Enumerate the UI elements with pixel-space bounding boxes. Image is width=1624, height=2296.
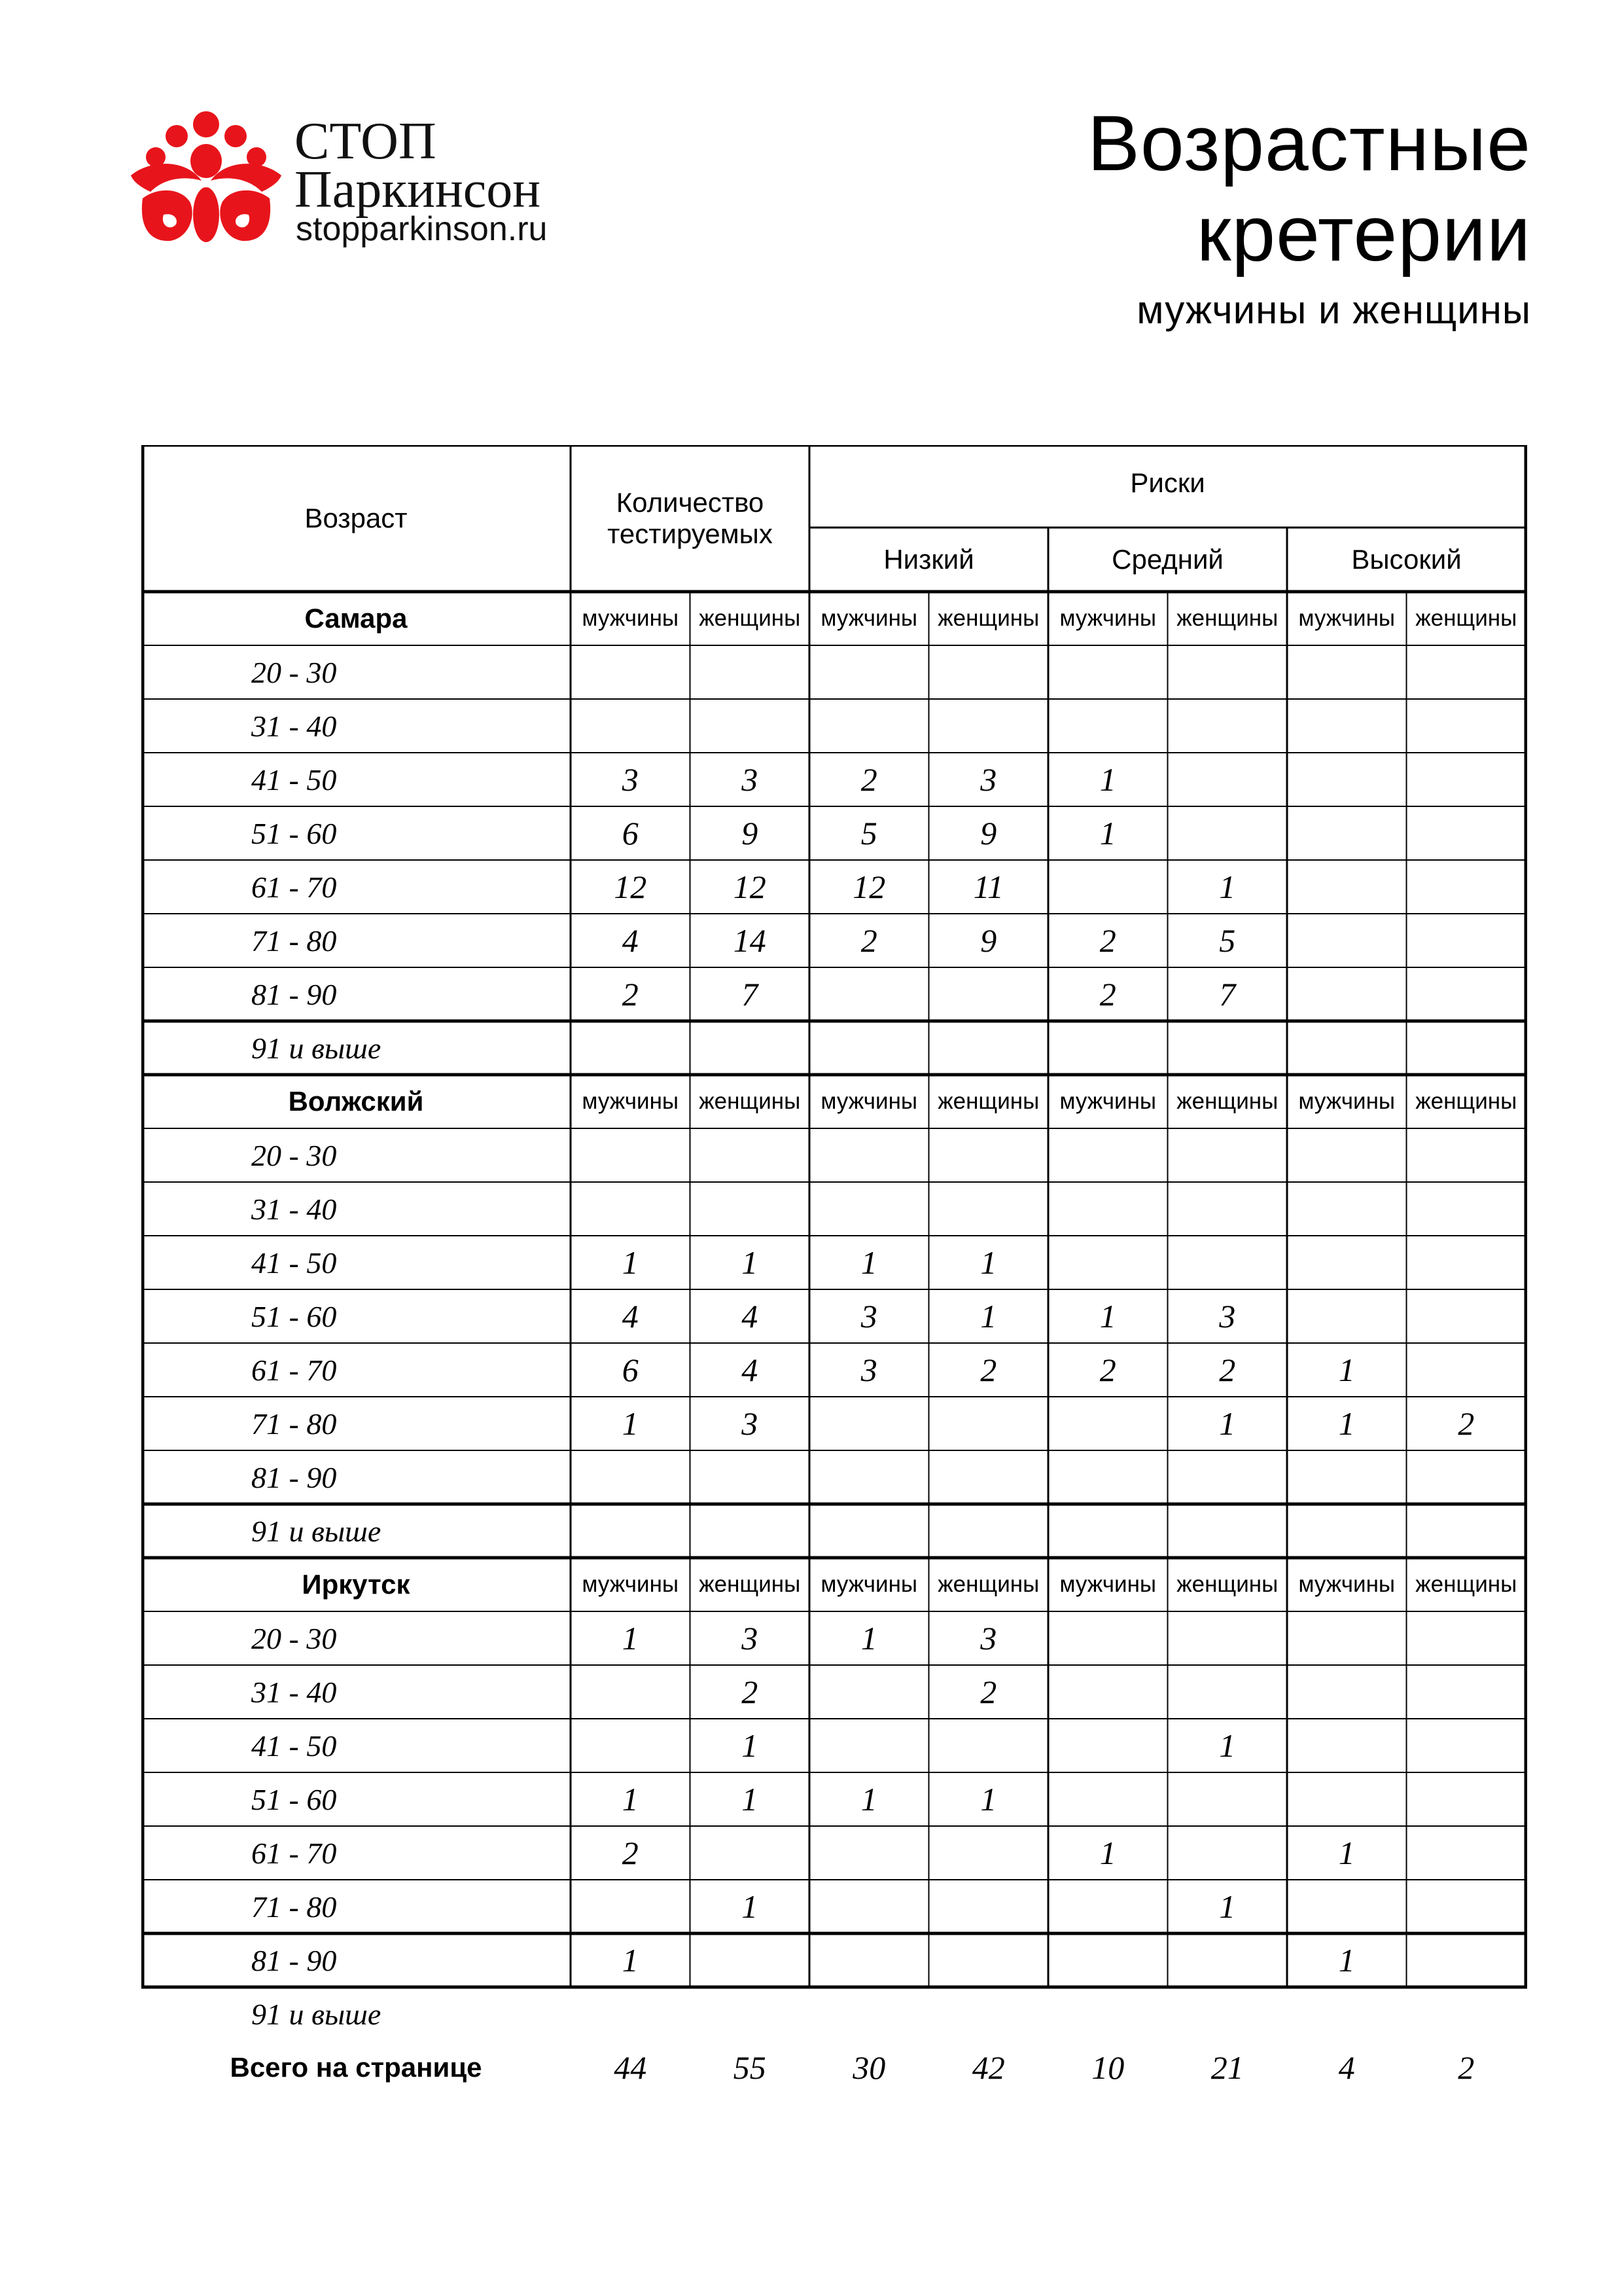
subheader-women: женщины xyxy=(938,605,1040,631)
value-cell xyxy=(1287,1289,1407,1343)
value-cell xyxy=(1407,1128,1527,1182)
total-value: 30 xyxy=(853,2049,886,2086)
value-cell xyxy=(1048,1397,1168,1450)
region-name: Самара xyxy=(304,603,408,634)
value-cell xyxy=(1407,1665,1527,1719)
value-cell: 12 xyxy=(733,869,766,905)
age-group-label: 61 - 70 xyxy=(251,1836,337,1870)
value-cell xyxy=(929,1182,1049,1236)
value-cell xyxy=(1407,967,1527,1021)
age-group-label: 31 - 40 xyxy=(251,1192,337,1226)
value-cell: 2 xyxy=(1458,1405,1475,1442)
value-cell: 2 xyxy=(1099,1352,1116,1388)
age-group-label: 71 - 80 xyxy=(251,1890,337,1924)
value-cell: 2 xyxy=(860,761,877,798)
value-cell xyxy=(1168,1236,1288,1289)
value-cell xyxy=(690,1987,810,2041)
value-cell: 4 xyxy=(622,1298,639,1335)
value-cell: 3 xyxy=(980,1620,997,1657)
value-cell: 2 xyxy=(741,1674,758,1710)
value-cell xyxy=(1048,1987,1168,2041)
value-cell xyxy=(1287,1719,1407,1772)
value-cell xyxy=(809,1987,929,2041)
value-cell xyxy=(929,1450,1049,1504)
value-cell xyxy=(1407,1987,1527,2041)
value-cell xyxy=(1407,1236,1527,1289)
value-cell xyxy=(809,1719,929,1772)
value-cell xyxy=(690,1128,810,1182)
value-cell xyxy=(1407,1504,1527,1558)
value-cell xyxy=(1287,1504,1407,1558)
value-cell xyxy=(1287,1450,1407,1504)
age-group-label: 41 - 50 xyxy=(251,1729,337,1763)
value-cell: 3 xyxy=(860,1298,877,1335)
age-group-label: 61 - 70 xyxy=(251,870,337,904)
value-cell: 1 xyxy=(1099,1298,1116,1335)
value-cell xyxy=(1407,860,1527,914)
value-cell xyxy=(690,645,810,699)
value-cell xyxy=(1287,1611,1407,1665)
value-cell: 1 xyxy=(980,1781,997,1818)
subheader-women: женщины xyxy=(1415,1088,1517,1114)
value-cell xyxy=(929,1021,1049,1075)
value-cell xyxy=(1287,1880,1407,1933)
age-group-label: 51 - 60 xyxy=(251,1782,337,1816)
value-cell xyxy=(571,699,690,753)
value-cell xyxy=(1048,1719,1168,1772)
value-cell xyxy=(690,1450,810,1504)
logo xyxy=(124,110,569,251)
value-cell xyxy=(1048,1665,1168,1719)
subheader-women: женщины xyxy=(699,1088,801,1114)
value-cell xyxy=(809,1450,929,1504)
value-cell xyxy=(1407,1182,1527,1236)
value-cell xyxy=(929,645,1049,699)
subheader-men: мужчины xyxy=(821,1088,918,1114)
value-cell xyxy=(690,1182,810,1236)
value-cell xyxy=(1168,1182,1288,1236)
age-group-label: 20 - 30 xyxy=(251,1138,337,1172)
value-cell: 3 xyxy=(741,1405,758,1442)
total-value: 55 xyxy=(733,2049,766,2086)
age-group-label: 61 - 70 xyxy=(251,1353,337,1387)
total-value: 42 xyxy=(972,2049,1005,2086)
value-cell xyxy=(1168,1826,1288,1880)
value-cell xyxy=(1048,1772,1168,1826)
value-cell: 1 xyxy=(1099,815,1116,852)
subheader-men: мужчины xyxy=(582,605,679,631)
value-cell: 1 xyxy=(860,1244,877,1281)
value-cell: 2 xyxy=(1099,922,1116,959)
subheader-women: женщины xyxy=(1176,605,1279,631)
value-cell: 3 xyxy=(1219,1298,1236,1335)
value-cell: 1 xyxy=(1219,1888,1236,1925)
value-cell xyxy=(1048,1128,1168,1182)
value-cell xyxy=(809,967,929,1021)
age-group-label: 20 - 30 xyxy=(251,655,337,689)
value-cell: 3 xyxy=(860,1352,877,1388)
age-group-label: 51 - 60 xyxy=(251,816,337,850)
subheader-men: мужчины xyxy=(821,1571,918,1597)
value-cell xyxy=(1407,1289,1527,1343)
value-cell xyxy=(1407,1343,1527,1397)
value-cell xyxy=(1407,1933,1527,1987)
value-cell: 1 xyxy=(741,1727,758,1764)
value-cell xyxy=(929,1504,1049,1558)
value-cell xyxy=(809,699,929,753)
value-cell: 2 xyxy=(980,1352,997,1388)
value-cell: 5 xyxy=(860,815,877,852)
value-cell: 1 xyxy=(1099,761,1116,798)
age-group-label: 41 - 50 xyxy=(251,762,337,797)
value-cell xyxy=(571,1128,690,1182)
value-cell: 1 xyxy=(860,1781,877,1818)
value-cell: 2 xyxy=(622,976,639,1013)
value-cell: 14 xyxy=(733,922,766,959)
age-group-label: 81 - 90 xyxy=(251,1943,337,1977)
value-cell: 1 xyxy=(622,1244,639,1281)
value-cell xyxy=(809,1933,929,1987)
value-cell xyxy=(1168,806,1288,860)
value-cell: 1 xyxy=(1219,1405,1236,1442)
age-group-label: 71 - 80 xyxy=(251,924,337,958)
value-cell xyxy=(571,1987,690,2041)
value-cell xyxy=(1407,914,1527,967)
value-cell: 12 xyxy=(614,869,647,905)
value-cell: 1 xyxy=(622,1620,639,1657)
value-cell xyxy=(809,1128,929,1182)
subheader-women: женщины xyxy=(699,1571,801,1597)
subheader-women: женщины xyxy=(1415,605,1517,631)
total-label: Всего на странице xyxy=(230,2052,482,2083)
value-cell xyxy=(1168,1021,1288,1075)
title-line-1: Возрастные xyxy=(1087,99,1531,187)
value-cell xyxy=(1048,1236,1168,1289)
region-name: Волжский xyxy=(288,1086,424,1117)
value-cell xyxy=(1287,967,1407,1021)
value-cell: 1 xyxy=(1338,1352,1355,1388)
subheader-men: мужчины xyxy=(1298,1571,1396,1597)
value-cell xyxy=(809,1021,929,1075)
value-cell xyxy=(809,1826,929,1880)
value-cell: 11 xyxy=(973,869,1004,905)
value-cell: 12 xyxy=(853,869,886,905)
value-cell xyxy=(1168,1128,1288,1182)
value-cell xyxy=(929,1933,1049,1987)
value-cell xyxy=(1407,1021,1527,1075)
page-title xyxy=(1087,98,1531,336)
value-cell xyxy=(571,1021,690,1075)
value-cell: 6 xyxy=(622,1352,639,1388)
value-cell: 3 xyxy=(980,761,997,798)
value-cell xyxy=(1168,1772,1288,1826)
header-count xyxy=(571,445,809,592)
value-cell xyxy=(1287,699,1407,753)
header-risks: Риски xyxy=(1130,467,1205,498)
value-cell xyxy=(1287,1772,1407,1826)
value-cell xyxy=(571,645,690,699)
logo-flower-icon xyxy=(124,110,288,251)
value-cell xyxy=(1287,1128,1407,1182)
subheader-women: женщины xyxy=(1415,1571,1517,1597)
value-cell xyxy=(1048,645,1168,699)
value-cell xyxy=(1168,645,1288,699)
subheader-men: мужчины xyxy=(582,1571,679,1597)
value-cell: 1 xyxy=(860,1620,877,1657)
page-subtitle: мужчины и женщины xyxy=(1137,288,1531,332)
region-name: Иркутск xyxy=(302,1569,410,1600)
value-cell: 5 xyxy=(1219,922,1236,959)
logo-text-stop: СТОП xyxy=(294,113,436,170)
value-cell: 7 xyxy=(741,976,758,1013)
total-value: 10 xyxy=(1091,2049,1125,2086)
subheader-men: мужчины xyxy=(1298,605,1396,631)
value-cell xyxy=(690,1826,810,1880)
value-cell xyxy=(809,1880,929,1933)
value-cell xyxy=(1168,699,1288,753)
value-cell: 1 xyxy=(980,1244,997,1281)
value-cell: 3 xyxy=(741,1620,758,1657)
value-cell xyxy=(1048,1933,1168,1987)
header-count-line-2: тестируемых xyxy=(607,518,773,549)
age-group-label: 81 - 90 xyxy=(251,1460,337,1494)
value-cell xyxy=(929,1826,1049,1880)
value-cell xyxy=(1407,1826,1527,1880)
subheader-women: женщины xyxy=(938,1088,1040,1114)
value-cell xyxy=(809,1182,929,1236)
value-cell xyxy=(929,1987,1049,2041)
value-cell xyxy=(809,1504,929,1558)
subheader-women: женщины xyxy=(1176,1088,1279,1114)
value-cell xyxy=(690,1933,810,1987)
value-cell xyxy=(1407,699,1527,753)
value-cell xyxy=(1407,1611,1527,1665)
value-cell: 1 xyxy=(741,1781,758,1818)
value-cell xyxy=(1287,806,1407,860)
value-cell: 2 xyxy=(1099,976,1116,1013)
value-cell xyxy=(1048,1504,1168,1558)
subheader-men: мужчины xyxy=(1298,1088,1396,1114)
age-group-label: 41 - 50 xyxy=(251,1246,337,1280)
value-cell: 1 xyxy=(1219,1727,1236,1764)
value-cell xyxy=(1168,1504,1288,1558)
subheader-men: мужчины xyxy=(582,1088,679,1114)
subheader-women: женщины xyxy=(699,605,801,631)
value-cell xyxy=(1287,914,1407,967)
value-cell xyxy=(690,1021,810,1075)
value-cell xyxy=(1287,1182,1407,1236)
value-cell xyxy=(571,1880,690,1933)
subheader-men: мужчины xyxy=(1059,1571,1157,1597)
value-cell xyxy=(1287,1236,1407,1289)
value-cell xyxy=(1168,1987,1288,2041)
value-cell xyxy=(1407,753,1527,806)
value-cell xyxy=(1407,645,1527,699)
logo-url: stopparkinson.ru xyxy=(296,210,548,248)
value-cell: 9 xyxy=(741,815,758,852)
value-cell: 6 xyxy=(622,815,639,852)
value-cell xyxy=(571,1450,690,1504)
value-cell xyxy=(929,1719,1049,1772)
value-cell: 3 xyxy=(622,761,639,798)
value-cell: 1 xyxy=(622,1405,639,1442)
age-criteria-table xyxy=(141,445,1527,2098)
value-cell: 7 xyxy=(1219,976,1236,1013)
value-cell xyxy=(1168,1933,1288,1987)
value-cell: 1 xyxy=(1338,1942,1355,1979)
value-cell: 1 xyxy=(622,1942,639,1979)
value-cell xyxy=(571,1504,690,1558)
value-cell: 9 xyxy=(980,815,997,852)
value-cell xyxy=(1048,1450,1168,1504)
value-cell: 2 xyxy=(860,922,877,959)
value-cell: 2 xyxy=(1219,1352,1236,1388)
header-count-line-1: Количество xyxy=(616,487,764,518)
value-cell xyxy=(1048,860,1168,914)
value-cell: 2 xyxy=(980,1674,997,1710)
value-cell xyxy=(929,967,1049,1021)
value-cell xyxy=(1168,1611,1288,1665)
value-cell xyxy=(1287,860,1407,914)
value-cell xyxy=(929,1880,1049,1933)
age-group-label: 91 и выше xyxy=(251,1514,381,1548)
value-cell: 9 xyxy=(980,922,997,959)
value-cell xyxy=(1048,1021,1168,1075)
value-cell xyxy=(809,645,929,699)
value-cell xyxy=(1407,1450,1527,1504)
value-cell: 1 xyxy=(1338,1835,1355,1871)
total-value: 44 xyxy=(614,2049,647,2086)
value-cell xyxy=(1168,1450,1288,1504)
value-cell: 2 xyxy=(622,1835,639,1871)
age-group-label: 20 - 30 xyxy=(251,1621,337,1655)
value-cell: 4 xyxy=(741,1352,758,1388)
total-value: 2 xyxy=(1458,2049,1475,2086)
value-cell xyxy=(1287,753,1407,806)
total-value: 4 xyxy=(1338,2049,1355,2086)
age-group-label: 71 - 80 xyxy=(251,1407,337,1441)
title-line-2: кретерии xyxy=(1196,190,1531,278)
header-risk-mid: Средний xyxy=(1112,544,1224,575)
value-cell xyxy=(1287,645,1407,699)
age-group-label: 91 и выше xyxy=(251,1031,381,1065)
value-cell xyxy=(1407,1880,1527,1933)
subheader-men: мужчины xyxy=(1059,605,1157,631)
value-cell xyxy=(1048,1880,1168,1933)
value-cell: 3 xyxy=(741,761,758,798)
age-group-label: 81 - 90 xyxy=(251,977,337,1011)
value-cell xyxy=(1168,753,1288,806)
value-cell xyxy=(809,1665,929,1719)
value-cell xyxy=(929,699,1049,753)
value-cell xyxy=(1168,1665,1288,1719)
age-group-label: 31 - 40 xyxy=(251,1675,337,1709)
value-cell xyxy=(1407,806,1527,860)
value-cell xyxy=(1048,1182,1168,1236)
value-cell xyxy=(1287,1987,1407,2041)
value-cell xyxy=(571,1665,690,1719)
header-risk-high: Высокий xyxy=(1351,544,1462,575)
age-group-label: 91 и выше xyxy=(251,1997,381,2031)
value-cell xyxy=(571,1182,690,1236)
value-cell xyxy=(690,699,810,753)
value-cell: 1 xyxy=(1099,1835,1116,1871)
value-cell xyxy=(1407,1772,1527,1826)
value-cell xyxy=(809,1397,929,1450)
value-cell: 1 xyxy=(1338,1405,1355,1442)
header-risk-low: Низкий xyxy=(883,544,974,575)
value-cell xyxy=(1048,699,1168,753)
value-cell: 1 xyxy=(741,1888,758,1925)
subheader-women: женщины xyxy=(938,1571,1040,1597)
value-cell xyxy=(1407,1719,1527,1772)
value-cell: 1 xyxy=(741,1244,758,1281)
age-group-label: 31 - 40 xyxy=(251,709,337,743)
value-cell xyxy=(1048,1611,1168,1665)
logo-text-parkinson: Паркинсон xyxy=(294,161,541,219)
value-cell: 1 xyxy=(622,1781,639,1818)
total-value: 21 xyxy=(1210,2049,1244,2086)
subheader-men: мужчины xyxy=(821,605,918,631)
value-cell xyxy=(929,1128,1049,1182)
value-cell xyxy=(690,1504,810,1558)
value-cell: 1 xyxy=(1219,869,1236,905)
age-group-label: 51 - 60 xyxy=(251,1299,337,1333)
header-age: Возраст xyxy=(304,503,408,533)
value-cell xyxy=(1287,1665,1407,1719)
value-cell: 4 xyxy=(622,922,639,959)
subheader-men: мужчины xyxy=(1059,1088,1157,1114)
value-cell xyxy=(929,1397,1049,1450)
subheader-women: женщины xyxy=(1176,1571,1279,1597)
value-cell xyxy=(571,1719,690,1772)
value-cell: 1 xyxy=(980,1298,997,1335)
value-cell: 4 xyxy=(741,1298,758,1335)
value-cell xyxy=(1287,1021,1407,1075)
